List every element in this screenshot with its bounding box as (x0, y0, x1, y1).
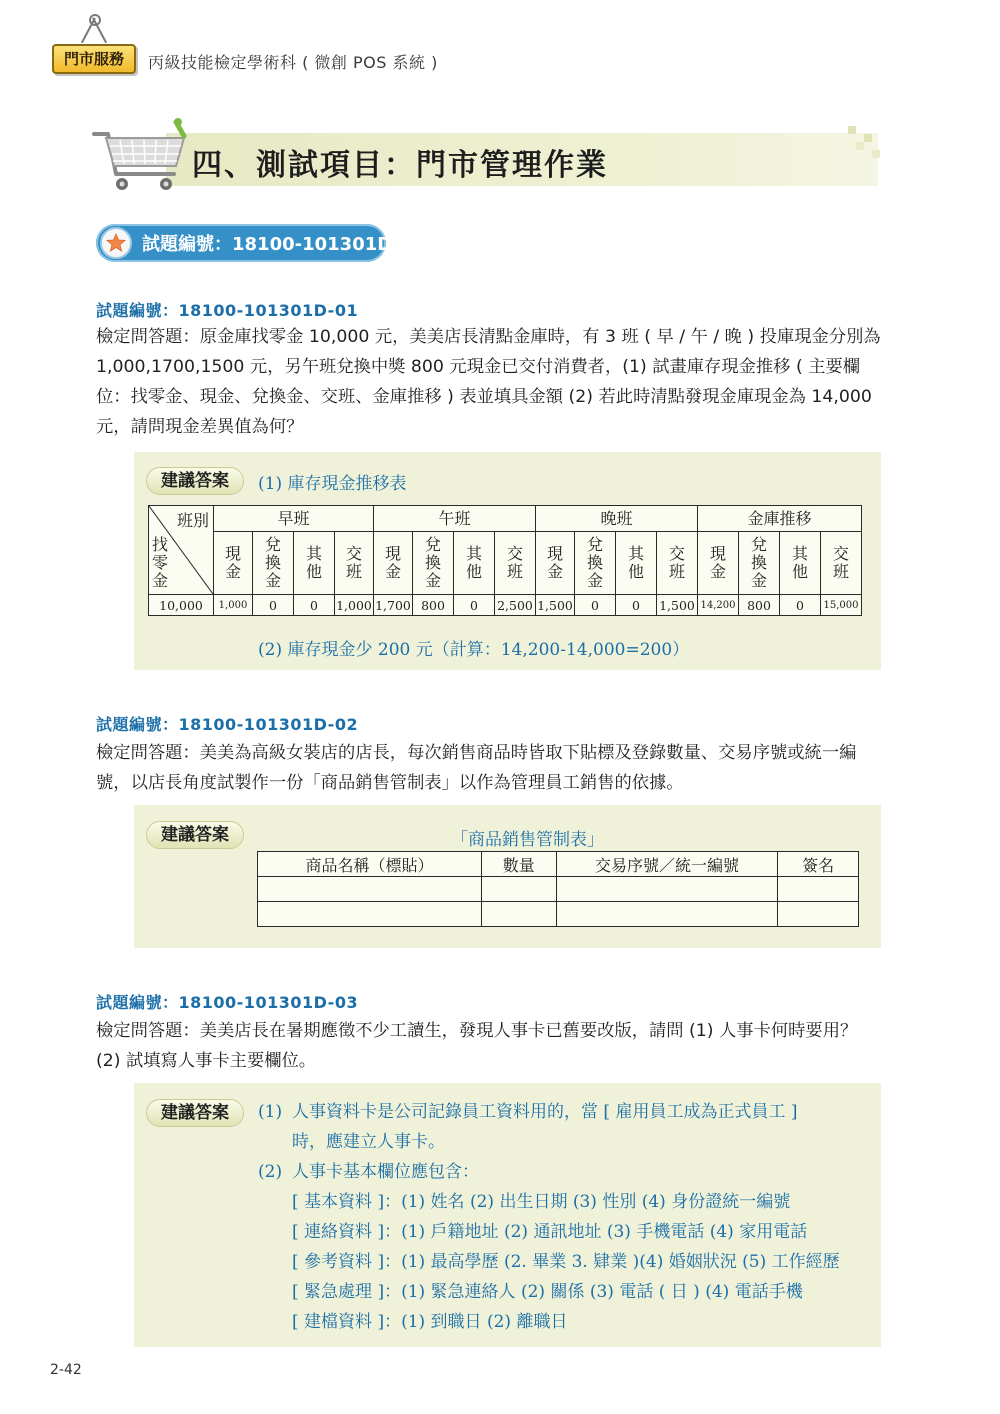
sales-control-table (257, 851, 859, 927)
list-item: [ 基本資料 ]：(1) 姓名 (2) 出生日期 (3) 性別 (4) 身份證統一編號 (292, 1192, 791, 1212)
list-item: [ 參考資料 ]：(1) 最高學歷 (2. 畢業 3. 肄業 )(4) 婚姻狀況 (5) 工作經歷 (292, 1252, 840, 1272)
q3-text: 檢定問答題：美美店長在暑期應徵不少工讀生，發現人事卡已舊要改版，請問 (1) 人事卡何時要用？ (2) 試填寫人事卡主要欄位。 (96, 1021, 858, 1071)
subcol-header: 其他 (306, 544, 323, 582)
q1-answer-box (134, 452, 881, 670)
subcol-header: 兌換金 (751, 535, 768, 591)
subcol-header: 兌換金 (587, 535, 604, 591)
page-number: 2-42 (50, 1362, 82, 1378)
table-corner (149, 506, 214, 595)
header-cell: 簽名 (778, 852, 859, 877)
subcol-header: 交班 (346, 544, 363, 582)
cell: 0 (616, 595, 657, 616)
group-header-vault: 金庫推移 (698, 506, 862, 532)
subcol-header: 交班 (507, 544, 524, 582)
table-row (258, 902, 859, 927)
cell: 800 (739, 595, 780, 616)
cell: 1,000 (214, 595, 253, 616)
q1-answer-label: 建議答案 (146, 467, 244, 495)
q1-part1: (1) 庫存現金推移表 (258, 474, 407, 494)
change-fund-value: 10,000 (149, 595, 214, 616)
header-cell: 交易序號／統一編號 (556, 852, 778, 877)
table-row (149, 595, 862, 616)
q3-a1-line1: 人事資料卡是公司記錄員工資料用的，當 [ 雇用員工成為正式員工 ] (292, 1102, 798, 1122)
q3-answer-box (134, 1083, 881, 1347)
subcol-header: 現金 (385, 544, 402, 582)
exam-id-pill-text: 試題編號：18100-101301D (142, 234, 393, 255)
list-item: [ 緊急處理 ]：(1) 緊急連絡人 (2) 關係 (3) 電話 ( 日 ) (4) 電話手機 (292, 1282, 803, 1302)
header-cell: 數量 (481, 852, 556, 877)
group-header-morning: 早班 (214, 506, 374, 532)
header-badge (52, 18, 136, 68)
q3-a1-num: (1) (258, 1102, 283, 1122)
subcol-header: 兌換金 (265, 535, 282, 591)
subcol-header: 現金 (225, 544, 242, 582)
subcol-header: 其他 (466, 544, 483, 582)
q3-a1-line2: 時，應建立人事卡。 (292, 1132, 445, 1152)
header-title: 丙級技能檢定學術科 ( 微創 POS 系統 ) (148, 53, 438, 72)
header-cell: 商品名稱（標貼） (258, 852, 482, 877)
group-header-noon: 午班 (374, 506, 536, 532)
cell: 0 (454, 595, 495, 616)
cell: 800 (413, 595, 454, 616)
cell: 15,000 (821, 595, 862, 616)
subcol-header: 其他 (628, 544, 645, 582)
subcol-header: 現金 (710, 544, 727, 582)
subcol-header: 交班 (833, 544, 850, 582)
cash-transfer-table (148, 505, 862, 616)
q3-answer-label: 建議答案 (146, 1099, 244, 1127)
badge-label: 門市服務 (52, 44, 136, 74)
subcol-header: 其他 (792, 544, 809, 582)
q1-part2: (2) 庫存現金少 200 元（計算：14,200-14,000=200） (258, 640, 690, 660)
q3-a2-title: 人事卡基本欄位應包含： (292, 1162, 479, 1182)
shopping-cart-icon (88, 116, 196, 196)
list-item: [ 連絡資料 ]：(1) 戶籍地址 (2) 通訊地址 (3) 手機電話 (4) 家用電話 (292, 1222, 808, 1242)
cell: 0 (253, 595, 294, 616)
section-title: 四、測試項目：門市管理作業 (192, 148, 608, 183)
group-header-evening: 晚班 (536, 506, 698, 532)
q2-answer-label: 建議答案 (146, 821, 244, 849)
cell: 0 (780, 595, 821, 616)
corner-change-fund-label: 找零金 (151, 535, 168, 590)
subcol-header: 兌換金 (425, 535, 442, 591)
cell: 14,200 (698, 595, 739, 616)
star-icon (106, 233, 126, 253)
cell: 1,700 (374, 595, 413, 616)
q3-a2-num: (2) (258, 1162, 283, 1182)
q2-text: 檢定問答題：美美為高級女裝店的店長，每次銷售商品時皆取下貼標及登錄數量、交易序號或統一編號，以店長角度試製作一份「商品銷售管制表」以作為管理員工銷售的依據。 (96, 743, 857, 793)
subcol-header: 交班 (669, 544, 686, 582)
q2-id: 試題編號：18100-101301D-02 (96, 715, 359, 734)
q3-id: 試題編號：18100-101301D-03 (96, 993, 359, 1012)
q1-text: 檢定問答題：原金庫找零金 10,000 元，美美店長清點金庫時，有 3 班 ( 早 / 午 / 晚 ) 投庫現金分別為 1,000,1700,1500 元，另午班兌換中獎 800 元現金已交付消費者，(1) 試畫庫存現金推移 ( 主要欄位：找零金、現金、兌換金、交班、金庫推移 ) 表並填具金額 (2) 若此時清點發現金庫現金為 14,000 元，請問現金差異值為何？ (96, 327, 881, 437)
list-item: [ 建檔資料 ]：(1) 到職日 (2) 離職日 (292, 1312, 568, 1332)
q2-answer-box (134, 805, 881, 948)
table-row (258, 877, 859, 902)
cell: 0 (294, 595, 335, 616)
cell: 1,000 (335, 595, 374, 616)
subcol-header: 現金 (547, 544, 564, 582)
cell: 1,500 (536, 595, 575, 616)
sales-table-title: 「商品銷售管制表」 (451, 830, 604, 850)
cell: 1,500 (657, 595, 698, 616)
cell: 0 (575, 595, 616, 616)
corner-shift-label: 班別 (176, 511, 209, 530)
cell: 2,500 (495, 595, 536, 616)
q1-id: 試題編號：18100-101301D-01 (96, 301, 359, 320)
